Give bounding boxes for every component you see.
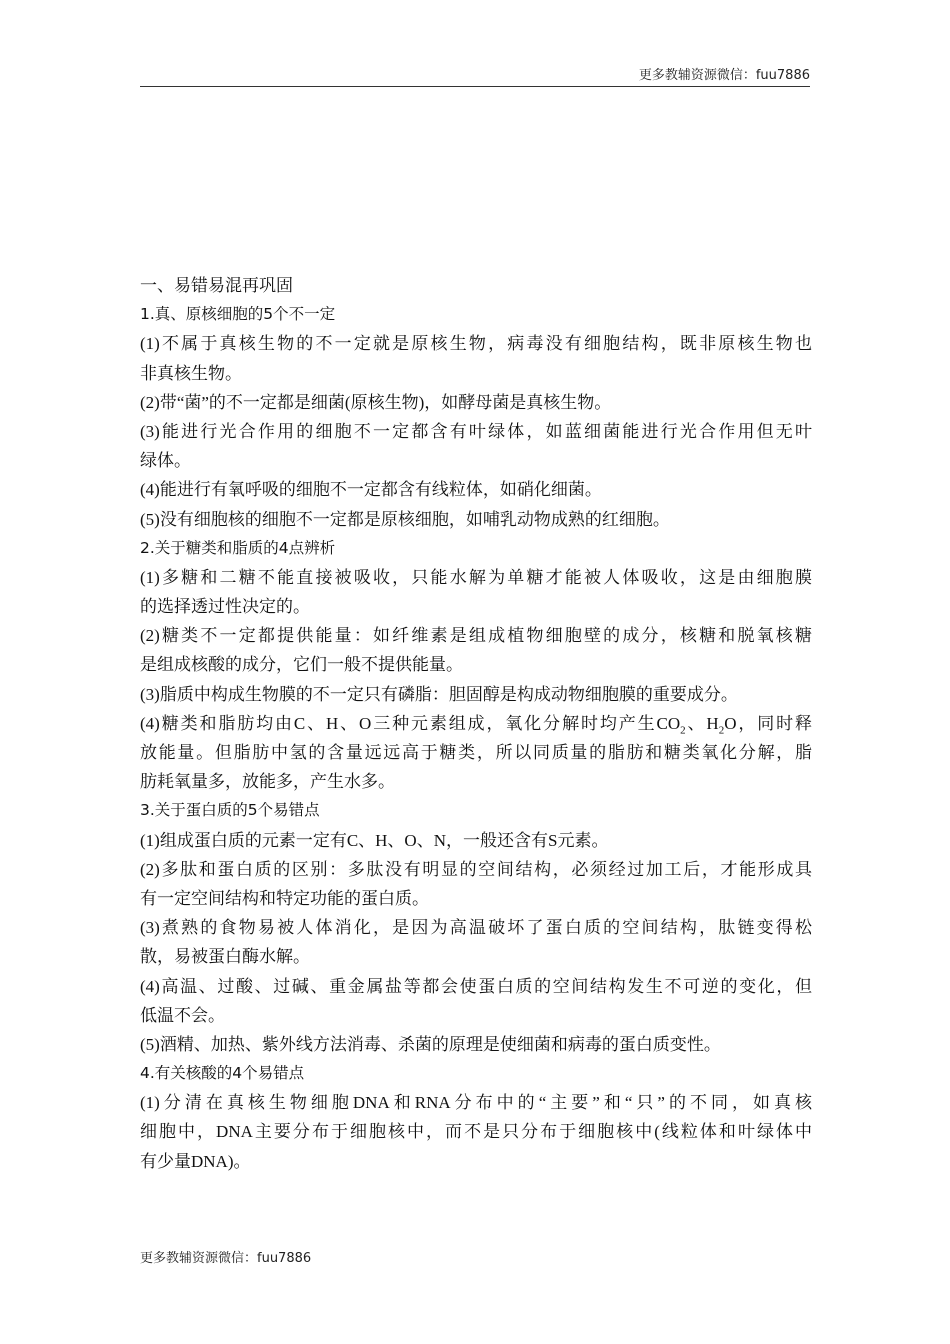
item-2-4-text-b: 、H xyxy=(685,713,719,733)
header-divider xyxy=(140,86,810,87)
document-body xyxy=(140,271,812,1176)
item-3-5: (5)酒精、加热、紫外线方法消毒、杀菌的原理是使细菌和病毒的蛋白质变性。 xyxy=(140,1034,721,1054)
item-1-2: (2)带“菌”的不一定都是细菌(原核生物)，如酵母菌是真核生物。 xyxy=(140,392,612,412)
item-2-4-text-a: (4)糖类和脂肪均由C、H、O三种元素组成，氧化分解时均产生CO xyxy=(140,713,681,733)
item-2-4-line-2: 放能量。但脂肪中氢的含量远远高于糖类，所以同质量的脂肪和糖类氧化分解，脂 xyxy=(140,743,812,762)
section-title: 一、易错易混再巩固 xyxy=(140,276,293,295)
item-2-4-line-3: 肪耗氧量多，放能多，产生水多。 xyxy=(140,772,395,792)
item-3-4-line-1: (4)高温、过酸、过碱、重金属盐等都会使蛋白质的空间结构发生不可逆的变化，但 xyxy=(140,976,812,996)
heading-4: 4.有关核酸的4个易错点 xyxy=(140,1064,305,1083)
item-1-1-line-2: 非真核生物。 xyxy=(140,363,242,383)
header-watermark: 更多教辅资源微信：fuu7886 xyxy=(638,68,810,83)
footer-watermark: 更多教辅资源微信：fuu7886 xyxy=(140,1251,312,1266)
item-3-3-line-1: (3)煮熟的食物易被人体消化，是因为高温破坏了蛋白质的空间结构，肽链变得松 xyxy=(140,918,812,938)
item-1-4: (4)能进行有氧呼吸的细胞不一定都含有线粒体，如硝化细菌。 xyxy=(140,480,602,500)
item-1-5: (5)没有细胞核的细胞不一定都是原核细胞，如哺乳动物成熟的红细胞。 xyxy=(140,509,670,529)
item-2-3: (3)脂质中构成生物膜的不一定只有磷脂：胆固醇是构成动物细胞膜的重要成分。 xyxy=(140,684,738,704)
item-2-2-line-2: 是组成核酸的成分，它们一般不提供能量。 xyxy=(140,655,463,675)
co2-subscript: 2 xyxy=(680,724,686,737)
heading-1: 1.真、原核细胞的5个不一定 xyxy=(140,305,336,324)
item-2-4-text-c: O，同时释 xyxy=(724,713,812,733)
item-3-2-line-2: 有一定空间结构和特定功能的蛋白质。 xyxy=(140,888,429,908)
item-1-3-line-2: 绿体。 xyxy=(140,451,191,471)
item-2-4-line-1 xyxy=(140,709,812,738)
heading-2: 2.关于糖类和脂质的4点辨析 xyxy=(140,538,336,557)
item-3-2-line-1: (2)多肽和蛋白质的区别：多肽没有明显的空间结构，必须经过加工后，才能形成具 xyxy=(140,859,812,879)
item-3-1: (1)组成蛋白质的元素一定有C、H、O、N，一般还含有S元素。 xyxy=(140,830,609,850)
item-4-1-line-3: 有少量DNA)。 xyxy=(140,1151,251,1171)
heading-3: 3.关于蛋白质的5个易错点 xyxy=(140,801,320,820)
item-3-3-line-2: 散，易被蛋白酶水解。 xyxy=(140,947,310,967)
item-2-1-line-1: (1)多糖和二糖不能直接被吸收，只能水解为单糖才能被人体吸收，这是由细胞膜 xyxy=(140,567,812,587)
h2o-subscript: 2 xyxy=(718,724,725,737)
item-1-3-line-1: (3)能进行光合作用的细胞不一定都含有叶绿体，如蓝细菌能进行光合作用但无叶 xyxy=(140,421,812,441)
item-2-2-line-1: (2)糖类不一定都提供能量：如纤维素是组成植物细胞壁的成分，核糖和脱氧核糖 xyxy=(140,626,812,646)
item-3-4-line-2: 低温不会。 xyxy=(140,1005,225,1025)
item-4-1-line-1: (1)分清在真核生物细胞DNA和RNA分布中的“主要”和“只”的不同，如真核 xyxy=(140,1093,812,1113)
item-4-1-line-2: 细胞中，DNA主要分布于细胞核中，而不是只分布于细胞核中(线粒体和叶绿体中 xyxy=(140,1122,812,1142)
item-2-1-line-2: 的选择透过性决定的。 xyxy=(140,597,310,617)
item-1-1-line-1: (1)不属于真核生物的不一定就是原核生物，病毒没有细胞结构，既非原核生物也 xyxy=(140,334,812,354)
